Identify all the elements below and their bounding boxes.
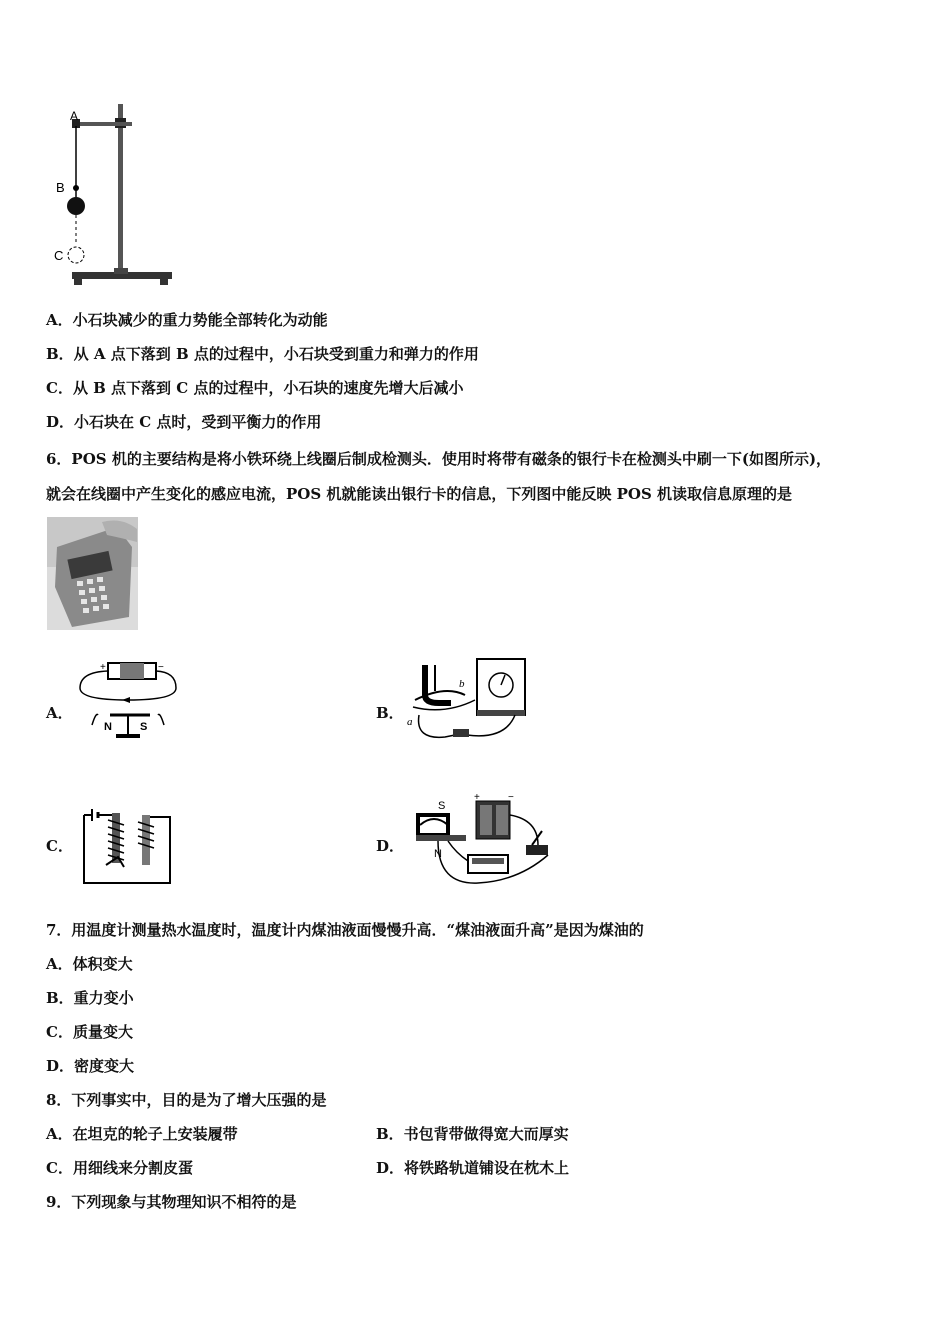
fig-d-s: S (438, 800, 446, 812)
fig-a-n: N (104, 721, 112, 733)
pos-machine-photo (47, 517, 138, 630)
q8-option-a: A．在坦克的轮子上安装履带 (46, 1125, 238, 1143)
fig-a-plus: + (100, 662, 106, 673)
q9-stem: 9．下列现象与其物理知识不相符的是 (46, 1193, 297, 1211)
fig-d-minus: − (508, 792, 514, 803)
fig-b-a: a (407, 716, 413, 728)
fig-a-s: S (140, 721, 148, 733)
label-a: A (70, 109, 79, 123)
q6-figure-c (78, 805, 178, 885)
q7-option-a: A．体积变大 (46, 955, 133, 973)
q8-stem: 8．下列事实中，目的是为了增大压强的是 (46, 1091, 327, 1109)
fig-d-n: N (434, 848, 442, 860)
q6-figure-d (408, 792, 558, 895)
stand-pendulum-figure (50, 100, 180, 290)
q5-option-c: C．从 B 点下落到 C 点的过程中，小石块的速度先增大后减小 (46, 379, 464, 397)
q5-option-a: A．小石块减少的重力势能全部转化为动能 (46, 311, 328, 329)
q7-option-b: B．重力变小 (46, 989, 134, 1007)
q6-stem-line1: 6．POS 机的主要结构是将小铁环绕上线圈后制成检测头．使用时将带有磁条的银行卡在检测头中刷一下(如图所示)， (46, 450, 832, 468)
q8-option-d: D．将铁路轨道铺设在枕木上 (376, 1159, 570, 1177)
q6-option-b-label: B． (376, 704, 404, 722)
q6-option-a-label: A． (46, 704, 73, 722)
q6-stem-line2: 就会在线圈中产生变化的感应电流，POS 机就能读出银行卡的信息，下列图中能反映 POS 机读取信息原理的是 (46, 485, 793, 503)
q8-option-c: C．用细线来分割皮蛋 (46, 1159, 193, 1177)
fig-a-minus: − (158, 662, 164, 673)
q6-figure-b (405, 655, 535, 745)
q7-option-d: D．密度变大 (46, 1057, 135, 1075)
q6-figure-a (78, 660, 188, 740)
q6-option-d-label: D． (376, 837, 405, 855)
q6-option-c-label: C． (46, 837, 73, 855)
q8-option-b: B．书包背带做得宽大而厚实 (376, 1125, 569, 1143)
q7-option-c: C．质量变大 (46, 1023, 133, 1041)
fig-b-b: b (459, 678, 465, 690)
q5-option-b: B．从 A 点下落到 B 点的过程中，小石块受到重力和弹力的作用 (46, 345, 479, 363)
label-b: B (56, 180, 65, 195)
fig-d-plus: + (474, 792, 480, 803)
label-c: C (54, 248, 64, 263)
q5-option-d: D．小石块在 C 点时，受到平衡力的作用 (46, 413, 322, 431)
q7-stem: 7．用温度计测量热水温度时，温度计内煤油液面慢慢升高．“煤油液面升高”是因为煤油的 (46, 921, 644, 939)
